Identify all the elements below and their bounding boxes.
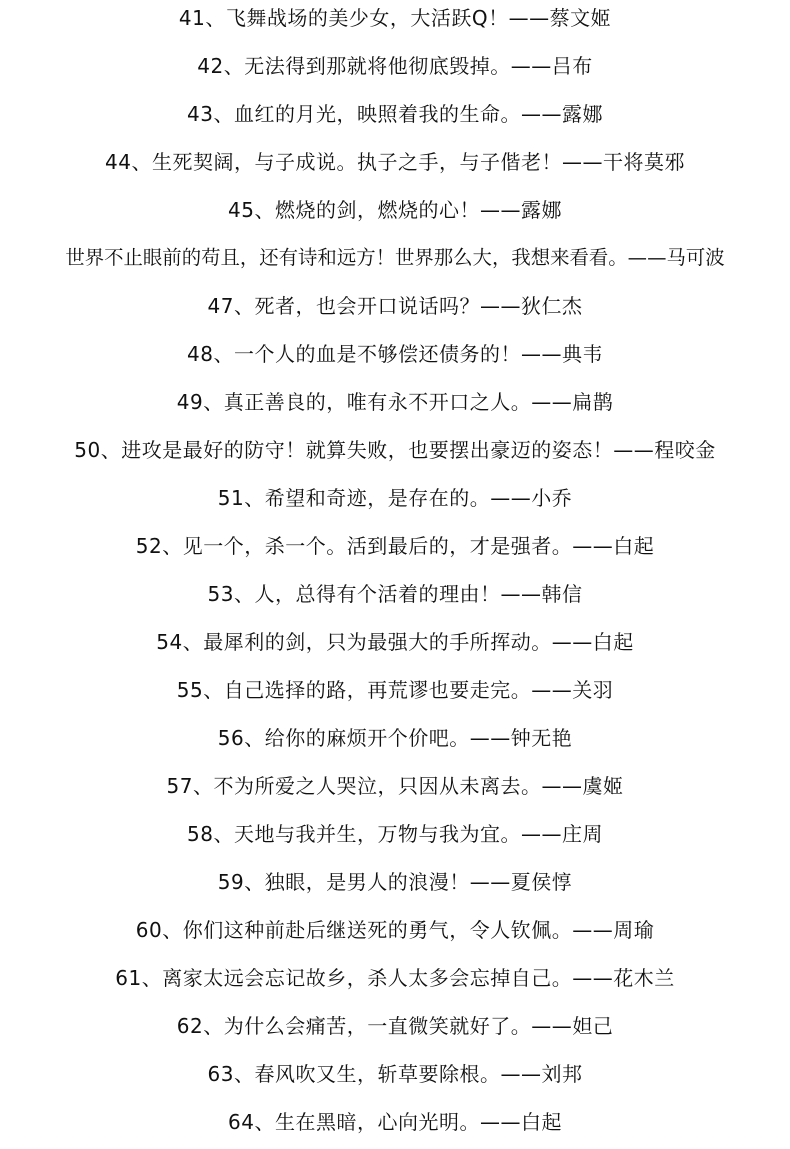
quote-line: 59、独眼，是男人的浪漫！——夏侯惇 (217, 870, 573, 894)
quote-line: 61、离家太远会忘记故乡，杀人太多会忘掉自己。——花木兰 (115, 966, 675, 990)
quote-line: 60、你们这种前赴后继送死的勇气，令人钦佩。——周瑜 (135, 918, 655, 942)
quote-line: 42、无法得到那就将他彻底毁掉。——吕布 (197, 54, 593, 78)
quote-line: 44、生死契阔，与子成说。执子之手，与子偕老！——干将莫邪 (105, 150, 685, 174)
quote-line: 55、自己选择的路，再荒谬也要走完。——关羽 (176, 678, 614, 702)
quote-line: 63、春风吹又生，斩草要除根。——刘邦 (207, 1062, 583, 1086)
quote-line: 45、燃烧的剑，燃烧的心！——露娜 (228, 198, 562, 222)
quote-line: 51、希望和奇迹，是存在的。——小乔 (217, 486, 573, 510)
quote-line: 47、死者，也会开口说话吗？——狄仁杰 (207, 294, 583, 318)
quote-line: 53、人，总得有个活着的理由！——韩信 (207, 582, 583, 606)
quote-line: 43、血红的月光，映照着我的生命。——露娜 (187, 102, 603, 126)
quote-line: 62、为什么会痛苦，一直微笑就好了。——妲己 (176, 1014, 614, 1038)
quote-line: 52、见一个，杀一个。活到最后的，才是强者。——白起 (135, 534, 655, 558)
quote-line: 57、不为所爱之人哭泣，只因从未离去。——虞姬 (166, 774, 624, 798)
quote-line: 64、生在黑暗，心向光明。——白起 (228, 1110, 562, 1134)
quote-line: 54、最犀利的剑，只为最强大的手所挥动。——白起 (156, 630, 634, 654)
quote-line: 41、飞舞战场的美少女，大活跃Q！——蔡文姬 (178, 6, 612, 30)
quote-line: 48、一个人的血是不够偿还债务的！——典韦 (187, 342, 603, 366)
quote-line: 50、进攻是最好的防守！就算失败，也要摆出豪迈的姿态！——程咬金 (74, 438, 716, 462)
quote-line: 世界不止眼前的苟且，还有诗和远方！世界那么大，我想来看看。——马可波 (65, 246, 725, 269)
quote-line: 58、天地与我并生，万物与我为宜。——庄周 (187, 822, 603, 846)
quote-line: 56、给你的麻烦开个价吧。——钟无艳 (217, 726, 573, 750)
quote-line: 49、真正善良的，唯有永不开口之人。——扁鹊 (176, 390, 614, 414)
